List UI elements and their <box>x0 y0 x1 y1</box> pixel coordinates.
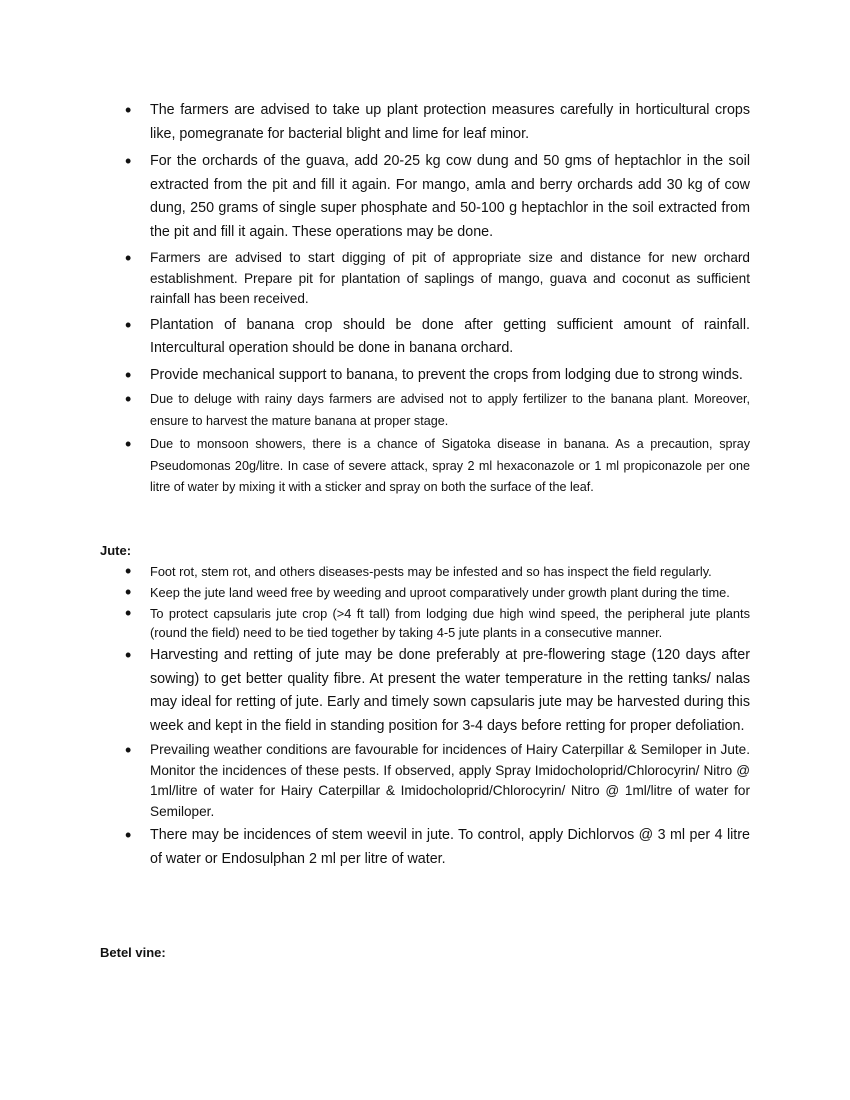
list-item: • Foot rot, stem rot, and others diseases-pests may be infested and so has inspect the field regularly. <box>150 562 750 581</box>
list-item: • Prevailing weather conditions are favourable for incidences of Hairy Caterpillar & Semiloper in Jute. Monitor the incidences of these pests. If observed, apply Spray Imidocholoprid/Chlorocyrin/ Nitro @ 1ml/litre of water for Hairy Caterpillar & Imidocholoprid/Chlorocyrin/ Nitro @ 1ml/litre of water for Semiloper. <box>150 740 750 822</box>
list-item: • Due to deluge with rainy days farmers are advised not to apply fertilizer to the banana plant. Moreover, ensure to harvest the mature banana at proper stage. <box>150 389 750 432</box>
list-item: • Plantation of banana crop should be done after getting sufficient amount of rainfall. Intercultural operation should be done in banana orchard. <box>150 314 750 361</box>
list-item: • The farmers are advised to take up plant protection measures carefully in horticultural crops like, pomegranate for bacterial blight and lime for leaf minor. <box>150 99 750 146</box>
list-item: • For the orchards of the guava, add 20-25 kg cow dung and 50 gms of heptachlor in the soil extracted from the pit and fill it again. For mango, amla and berry orchards add 30 kg of cow dung, 250 grams of single super phosphate and 50-100 g heptachlor in the soil extracted from the pit and fill it again. These operations may be done. <box>150 150 750 244</box>
jute-heading: Jute: <box>100 543 132 558</box>
list-item: • Farmers are advised to start digging of pit of appropriate size and distance for new orchard establishment. Prepare pit for plantation of saplings of mango, guava and coconut as sufficient rainfall has been received. <box>150 248 750 310</box>
list-item: • Due to monsoon showers, there is a chance of Sigatoka disease in banana. As a precaution, spray Pseudomonas 20g/litre. In case of severe attack, spray 2 ml hexaconazole or 1 ml propiconazole per one litre of water by mixing it with a sticker and spray on both the surface of the leaf. <box>150 434 750 499</box>
list-item: • Provide mechanical support to banana, to prevent the crops from lodging due to strong winds. <box>150 364 750 388</box>
list-item: • There may be incidences of stem weevil in jute. To control, apply Dichlorvos @ 3 ml per 4 litre of water or Endosulphan 2 ml per litre of water. <box>150 824 750 871</box>
list-item: • To protect capsularis jute crop (>4 ft tall) from lodging due high wind speed, the peripheral jute plants (round the field) need to be tied together by taking 4-5 jute plants in a consecutive manner. <box>150 604 750 642</box>
horticulture-advisory-list <box>150 99 750 499</box>
betel-vine-heading: Betel vine: <box>100 945 166 960</box>
list-item: • Harvesting and retting of jute may be done preferably at pre-flowering stage (120 days after sowing) to get better quality fibre. At present the water temperature in the retting tanks/ nalas may ideal for retting of jute. Early and timely sown capsularis jute may be harvested during this week and kept in the field in standing position for 3-4 days before retting for proper defoliation. <box>150 644 750 738</box>
jute-advisory-list <box>150 562 750 871</box>
list-item: • Keep the jute land weed free by weeding and uproot comparatively under growth plant during the time. <box>150 583 750 602</box>
